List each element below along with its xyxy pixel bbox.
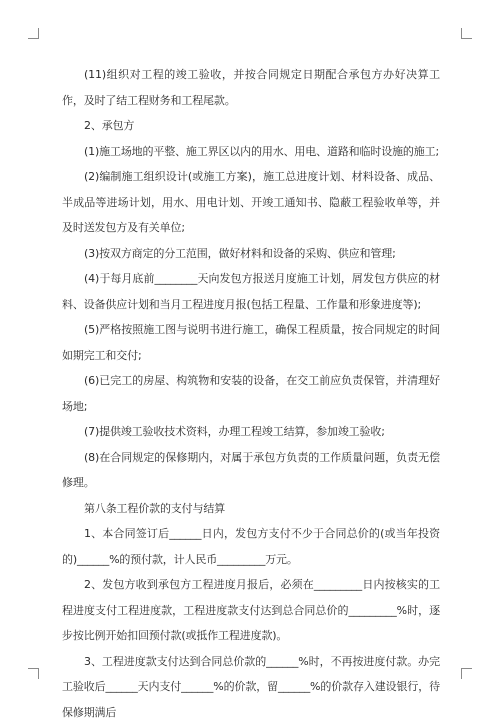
paragraph-contractor-duty-4: (4)于每月底前________天向发包方报送月度施工计划，屑发包方供应的材料、设备供应计划和当月工程进度月报(包括工程量、工作量和形象进度等); [62,266,440,317]
paragraph-payment-3: 3、工程进度款支付达到合同总价款的______%时，不再按进度付款。办完工验收后______天内支付______%的价款，留______%的价款存入建设银行，待保修期满后 [62,649,440,725]
paragraph-contractor-duty-2: (2)编制施工组织设计(或施工方案)，施工总进度计划、材料设备、成品、半成品等进场计划，用水、用电计划、开竣工通知书、隐蔽工程验收单等，并及时送发包方及有关单位; [62,164,440,241]
crop-mark-top-right [461,28,472,39]
crop-mark-bottom-left [28,668,39,679]
paragraph-contractor-duty-8: (8)在合同规定的保修期内，对属于承包方负责的工作质量问题，负责无偿修理。 [62,445,440,496]
paragraph-payment-1: 1、本合同签订后______日内，发包方支付不少于合同总价的(或当年投资的)______%的预付款，计人民币_________万元。 [62,521,440,572]
crop-mark-top-left [28,28,39,39]
paragraph-owner-duty-11: (11)组织对工程的竣工验收，并按合同规定日期配合承包方办好决算工作，及时了结工程财务和工程尾款。 [62,62,440,113]
paragraph-contractor-duty-3: (3)按双方商定的分工范围，做好材料和设备的采购、供应和管理; [62,241,440,267]
paragraph-contractor-duty-7: (7)提供竣工验收技术资料，办理工程竣工结算，参加竣工验收; [62,419,440,445]
section-heading-contractor: 2、承包方 [62,113,440,139]
document-body [62,62,440,725]
paragraph-contractor-duty-5: (5)严格按照施工图与说明书进行施工，确保工程质量，按合同规定的时间如期完工和交付; [62,317,440,368]
paragraph-contractor-duty-1: (1)施工场地的平整、施工界区以内的用水、用电、道路和临时设施的施工; [62,139,440,165]
paragraph-contractor-duty-6: (6)已完工的房屋、构筑物和安装的设备，在交工前应负责保管，并清理好场地; [62,368,440,419]
article-heading-payment: 第八条工程价款的支付与结算 [62,496,440,522]
paragraph-payment-2: 2、发包方收到承包方工程进度月报后，必须在_________日内按核实的工程进度支付工程进度款，工程进度款支付达到总合同总价的_________%时，逐步按比例开始扣回预付款(或抵作工程进度款)。 [62,572,440,649]
crop-mark-bottom-right [461,668,472,679]
